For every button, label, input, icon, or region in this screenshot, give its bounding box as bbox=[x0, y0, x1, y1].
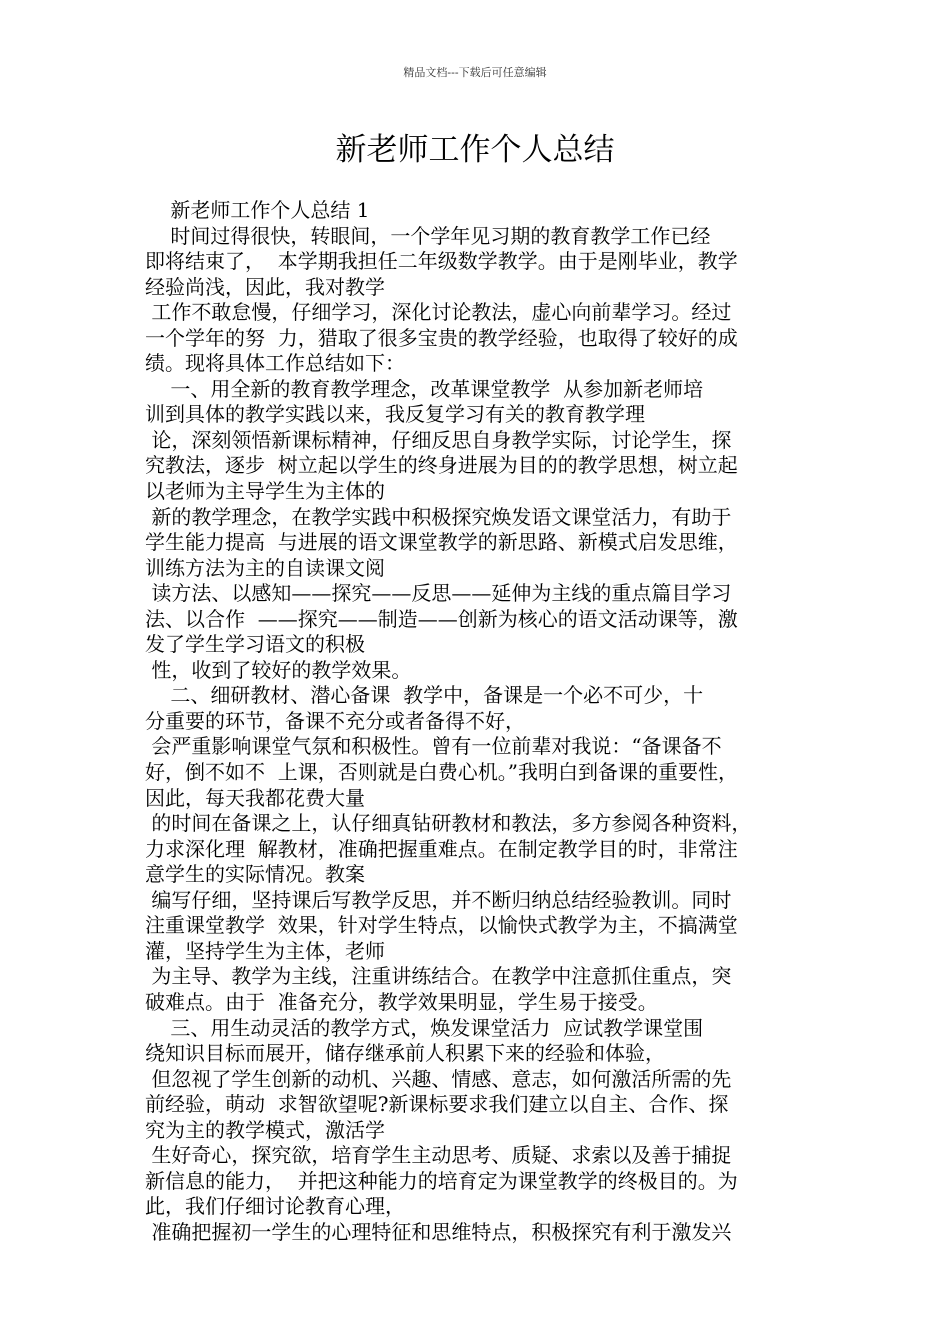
text-line: 编写仔细，坚持课后写教学反思，并不断归纳总结经验教训。同时 bbox=[145, 887, 732, 912]
text-line: 经验尚浅，因此，我对教学 bbox=[145, 274, 385, 299]
text-line: 三、用生动灵活的教学方式，焕发课堂活力 应试教学课堂围 bbox=[145, 1015, 704, 1040]
text-line: 法、以合作 ——探究——制造——创新为核心的语文活动课等，激 bbox=[145, 606, 738, 631]
text-line: 二、细研教材、潜心备课 教学中，备课是一个必不可少，十 bbox=[145, 683, 704, 708]
text-line: 分重要的环节，备课不充分或者备得不好， bbox=[145, 708, 525, 733]
text-line: 工作不敢怠慢，仔细学习，深化讨论教法，虚心向前辈学习。经过 bbox=[145, 300, 732, 325]
text-line: 好，倒不如不 上课，否则就是白费心机。”我明白到备课的重要性， bbox=[145, 760, 738, 785]
text-line: 的时间在备课之上，认仔细真钻研教材和教法，多方参阅各种资料， bbox=[145, 811, 752, 836]
text-line: 准确把握初一学生的心理特征和思维特点，积极探究有利于激发兴 bbox=[145, 1219, 732, 1244]
text-line: 究教法，逐步 树立起以学生的终身进展为目的的教学思想，树立起 bbox=[145, 453, 738, 478]
text-line: 学生能力提高 与进展的语文课堂教学的新思路、新模式启发思维， bbox=[145, 530, 738, 555]
text-line: 灌，坚持学生为主体，老师 bbox=[145, 938, 385, 963]
text-line: 破难点。由于 准备充分，教学效果明显，学生易于接受。 bbox=[145, 989, 658, 1014]
text-line: 时间过得很快，转眼间，一个学年见习期的教育教学工作已经 bbox=[145, 223, 711, 248]
text-line: 因此，每天我都花费大量 bbox=[145, 785, 365, 810]
text-line: 究为主的教学模式，激活学 bbox=[145, 1117, 385, 1142]
text-line: 生好奇心，探究欲，培育学生主动思考、质疑、求索以及善于捕捉 bbox=[145, 1143, 732, 1168]
text-line: 意学生的实际情况。教案 bbox=[145, 862, 365, 887]
text-line: 力求深化理 解教材，准确把握重难点。在制定教学目的时，非常注 bbox=[145, 836, 738, 861]
text-line: 新的教学理念，在教学实践中积极探究焕发语文课堂活力，有助于 bbox=[145, 504, 732, 529]
text-line: 发了学生学习语文的积极 bbox=[145, 632, 365, 657]
text-line: 注重课堂教学 效果，针对学生特点，以愉快式教学为主，不搞满堂 bbox=[145, 913, 738, 938]
text-line: 训到具体的教学实践以来，我反复学习有关的教育教学理 bbox=[145, 402, 645, 427]
text-line: 读方法、以感知——探究——反思——延伸为主线的重点篇目学习 bbox=[145, 581, 732, 606]
text-line: 一、用全新的教育教学理念，改革课堂教学 从参加新老师培 bbox=[145, 376, 704, 401]
text-line: 会严重影响课堂气氛和积极性。曾有一位前辈对我说：“备课备不 bbox=[145, 734, 722, 759]
document-title: 新老师工作个人总结 bbox=[335, 132, 615, 168]
text-line: 绕知识目标而展开，储存继承前人积累下来的经验和体验， bbox=[145, 1041, 665, 1066]
text-line: 为主导、教学为主线，注重讲练结合。在教学中注意抓住重点，突 bbox=[145, 964, 732, 989]
text-line: 绩。现将具体工作总结如下： bbox=[145, 351, 405, 376]
text-line: 新信息的能力， 并把这种能力的培育定为课堂教学的终极目的。为 bbox=[145, 1168, 738, 1193]
text-line: 训练方法为主的自读课文阅 bbox=[145, 555, 385, 580]
text-line: 但忽视了学生创新的动机、兴趣、情感、意志，如何激活所需的先 bbox=[145, 1066, 732, 1091]
text-line: 以老师为主导学生为主体的 bbox=[145, 479, 385, 504]
text-line: 论，深刻领悟新课标精神，仔细反思自身教学实际，讨论学生，探 bbox=[145, 427, 732, 452]
text-line: 一个学年的努 力，猎取了很多宝贵的教学经验，也取得了较好的成 bbox=[145, 325, 738, 350]
page-header: 精品文档---下载后可任意编辑 bbox=[403, 66, 547, 79]
text-line: 性，收到了较好的教学效果。 bbox=[145, 657, 412, 682]
document-body bbox=[145, 198, 810, 1245]
text-line: 此，我们仔细讨论教育心理， bbox=[145, 1194, 405, 1219]
text-line: 前经验，萌动 求智欲望呢?新课标要求我们建立以自主、合作、探 bbox=[145, 1092, 729, 1117]
text-line: 新老师工作个人总结 1 bbox=[145, 198, 370, 222]
text-line: 即将结束了， 本学期我担任二年级数学教学。由于是刚毕业，教学 bbox=[145, 249, 738, 274]
